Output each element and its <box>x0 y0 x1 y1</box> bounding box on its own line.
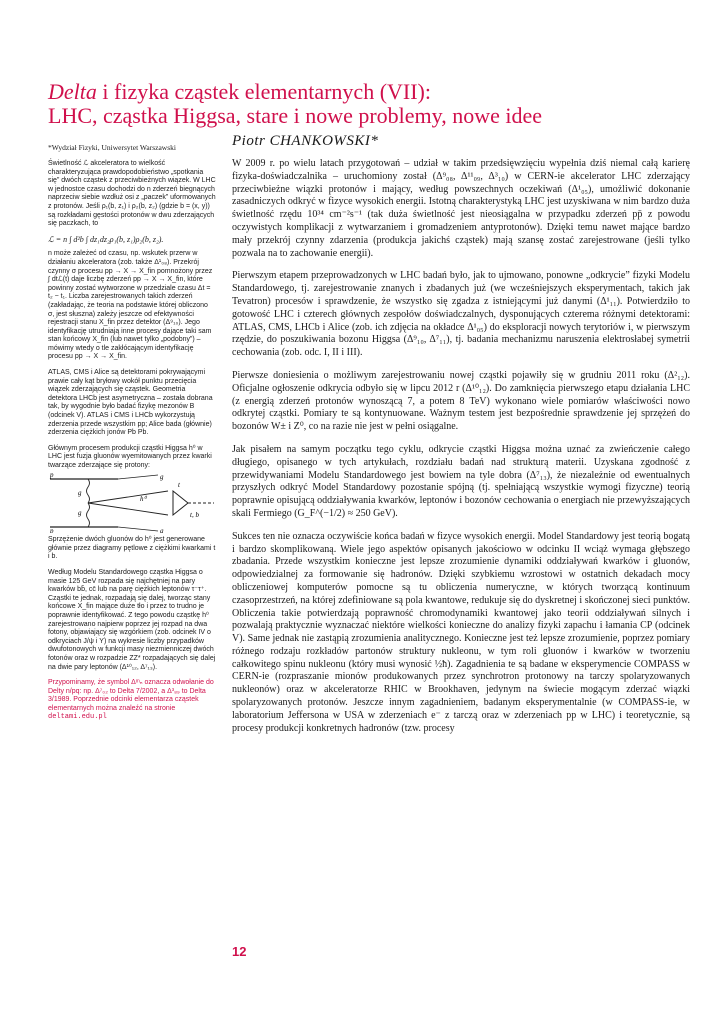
gluon-bottom <box>87 503 90 527</box>
sidebar-paragraph: Głównym procesem produkcji cząstki Higgsa h⁰ w LHC jest fuzja gluonów wyemitowanych przez kwarki twarzące zderzające się protony: <box>48 444 212 469</box>
sidebar-paragraph: Według Modelu Standardowego cząstka Higgsa o masie 125 GeV rozpada się najchętniej na pary kwarków bb̄, cc̄ lub na parę ciężkich leptonów τ⁻τ⁺. Cząstki te jednak, rozpadają się dalej, tworząc stany końcowe X_fin mające duże tło i przez to trudno je poprawnie identyfikować. Z tego powodu cząstkę h⁰ zarejestrowano najpierw poprzez jej rozpad na dwa fotony, objawiający się wzgórkiem (zob. odcinek IV o odkryciach J/ψ i Υ) na wykresie liczby przypadków dwufotonowych w funkcji masy niezmienniczej dwóch fotonów oraz w rozpadzie ZZ* rozpadających się dalej na dwie pary leptonów (Δ¹⁰₁₂, Δ⁷₁₃). <box>48 568 216 671</box>
sidebar-paragraph: Świetlność ℒ akceleratora to wielkość charakteryzująca prawdopodobieństwo „spotkania się” dwóch cząstek z przeciwbieżnych wiązek. W LHC w jednostce czasu dochodzi do n zderzeń biegnących naprzeciw siebie wzdłuż osi z „paczek” uformowanych z protonów. Jeśli ρ₁(b, z₁) i ρ₂(b, z₂) (gdzie b = (x, y)) są rozkładami gęstości protonów w dwu zderzających się paczkach, to <box>48 160 216 228</box>
title-delta: Delta <box>48 79 97 104</box>
sidebar-paragraph: n może zależeć od czasu, np. wskutek przerw w działaniu akceleratora (zob. także Δ¹₀₈). Przekrój czynny σ procesu pp → X → X_fin pomnożony przez ∫ dtℒ(t) daje liczbę zderzeń pp → X → X_fin, które powinny zostać wytworzone w przedziale czasu Δt = t₂ − t₁. Liczba zarejestrowanych takich zderzeń (zakładając, że teoria na podstawie której obliczono σ, jest słuszna) zależy jeszcze od efektywności rejestracji stanu X_fin przez detektor (Δ⁹₁₀). Jego identyfikację utrudniają inne procesy dające taki sam stan końcowy X_fin (lub nawet tylko „podobny”) – mówimy wtedy o tle zakłócającym identyfikację procesu pp → X → X_fin. <box>48 250 213 361</box>
gluon-top <box>87 479 90 503</box>
title-line-1 <box>48 80 688 104</box>
sidebar-column <box>48 160 216 729</box>
label-p-top: p <box>50 472 54 479</box>
sidebar-paragraph: Sprzężenie dwóch gluonów do h⁰ jest generowane głównie przez diagramy pętlowe z ciężkimi kwarkami t i b. <box>48 536 216 561</box>
spectator-lines <box>118 475 158 531</box>
author-name: Piotr CHANKOWSKI* <box>232 133 379 149</box>
main-paragraph: Jak pisałem na samym początku tego cyklu, odkrycie cząstki Higgsa można uznać za zwieńczenie całego długiego, opisanego w tych artykułach, rozdziału badań nad strukturą materii. Uzyskana zgodność z przewidywaniami Modelu Standardowego jest bowiem na tyle dobra (Δ⁷₁₃), że niezależnie od ewentualnych przyszłych odkryć Model Standardowy pozostanie spójną (tj. spełniającą wszystkie wymogi fizyczne) teorią poprawnie opisującą oddziaływania kwarków, leptonów i bozonów cechowania o energiach nie przewyższających skali Fermiego (G_F^(−1/2) ≈ 250 GeV). <box>232 443 690 519</box>
label-h0: h⁰ <box>140 494 147 503</box>
luminosity-formula: ℒ = n ∫ d²b ∫ dz₁dz₂ρ₁(b, z₁)ρ₂(b, z₂). <box>48 234 164 244</box>
title-line-2: LHC, cząstka Higgsa, stare i nowe problemy, nowe idee <box>48 103 543 128</box>
label-p-bottom: p <box>50 526 54 533</box>
main-column <box>232 158 690 735</box>
main-paragraph: Pierwsze doniesienia o możliwym zarejestrowaniu nowej cząstki pojawiły się w grudniu 2011 roku (Δ²₁₂). Oficjalne ogłoszenie odkrycia odbyło się w lipcu 2012 r (Δ¹⁰₁₂). Do zamknięcia pierwszego etapu działania LHC (z energią zderzeń protonów wynoszącą 7, a potem 8 TeV) wykonano wiele pomiarów właściwości nowo odkrytej cząstki. Pomiary te są kontynuowane. Ważnym testem jest bezpośrednie sprawdzenie jej sprzężeń do bozonów W± i Z⁰, co na razie nie jest w pełni osiągalne. <box>232 369 690 433</box>
sidebar-paragraph: ATLAS, CMS i Alice są detektorami pokrywającymi prawie cały kąt bryłowy wokół punktu przecięcia wiązek zderzających się cząstek. Geometria detektora LHCb jest asymetryczna – została dobrana tak, by wygodnie było badać fizykę mezonów B (odcinek V). ATLAS i CMS i LHCb wykorzystują zderzenia przede wszystkim pp; Alice bada (głównie) zderzenia ciężkich jonów Pb Pb. <box>48 369 213 437</box>
main-paragraph: Pierwszym etapem przeprowadzonych w LHC badań było, jak to ujmowano, ponowne „odkrycie” fizyki Modelu Standardowego, tj. zarejestrowanie znanych i zbadanych już (we wcześniejszych eksperymentach, takich jak Tevatron) procesów i sprawdzenie, że wszystko się zgadza z istniejącymi już danymi (Δ¹₁₁). Potwierdziło to gotowość LHC i czterech głównych zespołów doświadczalnych, dysponujących czterema różnymi detektorami: ATLAS, CMS, LHCb i Alice (zob. ich zdjęcia na okładce Δ¹₀₅) do eksploracji nowych terytoriów i, w pierwszym rzędzie, do poszukiwania bozonu Higgsa (Δ⁹₁₀, Δ⁷₁₁), tj. badania mechanizmu naruszenia elektrosłabej symetrii cechowania (zob. odc. I, II i III). <box>232 270 690 359</box>
feynman-diagram <box>48 473 216 533</box>
deltami-link[interactable]: deltami.edu.pl <box>48 713 107 722</box>
page-number: 12 <box>232 944 247 959</box>
main-paragraph: Sukces ten nie oznacza oczywiście końca badań w fizyce wysokich energii. Model Standardowy jest teorią bogatą i bardzo skomplikowaną. Wiele jego aspektów opisanych jakościowo w odcinku II wciąż wymaga głębszego zbadania. Przede wszystkim konieczne jest lepsze zrozumienie dynamiki oddziaływań kwarków i gluonów, odpowiedzialnej za formowanie się hadronów. Dzięki szybkiemu wzrostowi w ostatnich dekadach mocy obliczeniowej komputerów pomocne są tu obliczenia numeryczne, w których tworzącą kontinuum czasoprzestrzeń, na której zdefiniowane są pola kwantowe, redukuje się do dyskretnej i skończonej sieci punktów. Obliczenia takie potwierdzają poprawność chromodynamiki kwantowej jako teorii oddziaływań silnych i pozwalają praktycznie wyznaczać niektóre wielkości konieczne do analizy fizyki zapachu i łamania CP (odcinek V). Same jednak nie zastąpią zrozumienia analitycznego. Konieczne jest też lepsze zrozumienie, poprzez pomiary różnego rodzaju rozkładów partonów struktury nukleonu, w tym roli gluonów i kwarków w tworzeniu całkowitego spinu nukleonu (który musi wynosić ½ħ). Zagadnienia te są badane w eksperymencie COMPASS w CERN-ie (rozpraszanie mionów produkowanych przez synchrotron protonowy na tarczy spolaryzowanych nukleonów) oraz w akceleratorze RHIC w Brookhaven, jedynym na świecie mogącym zderzać wiązki spolaryzowanych protonów. Jeszcze innym zagadnieniem, badanym eksperymentalnie (w COMPASS-ie, w laboratorium Jeffersona w USA w zderzeniach e⁻ z tarczą oraz w zderzeniach pp w LHC) i teoretycznie, są procesy produkcji konkretnych hadronów (tzw. procesy <box>232 530 690 734</box>
label-g-top: g <box>160 472 164 481</box>
quark-loop-lines <box>88 491 168 515</box>
series-note <box>48 679 216 722</box>
series-note-text: Przypominamy, że symbol Δᵐₙ oznacza odwołanie do Delty n/pq: np. Δ⁷₀₂ to Delta 7/2002, a Δ³₈₉ to Delta 3/1989. Poprzednie odcinki elementarza cząstek elementarnych można znaleźć na stronie <box>48 679 214 712</box>
label-g-left-top: g <box>78 488 82 497</box>
label-t-top: t <box>178 480 180 489</box>
author-affiliation: *Wydział Fizyki, Uniwersytet Warszawski <box>48 143 176 152</box>
title-line-1-rest: i fizyka cząstek elementarnych (VII): <box>96 79 431 104</box>
article-title <box>48 80 688 128</box>
label-g-bottom: g <box>160 526 164 533</box>
main-paragraph: W 2009 r. po wielu latach przygotowań – udział w takim przedsięwzięciu wypełnia dziś niemal całą karierę fizyka-doświadczalnika – uruchomiony został (Δ⁹₀₈, Δ¹¹₀₉, Δ³₁₀) w CERN-ie akcelerator LHC zderzający przeciwbieżne wiązki protonów i mający, według powszechnych oczekiwań (Δ¹₀₅), umożliwić dokonanie zasadniczych odkryć w fizyce wysokich energii. Istotną charakterystyką LHC jest uzyskiwana w nim bardzo duża świetlność rzędu 10³⁴ cm⁻²s⁻¹ (tak duża świetlność jest nieosiągalna w przypadku zderzeń pp̄ z powodu oczywistych komplikacji z wytwarzaniem i gromadzeniem antyprotonów). Dzięki temu nawet mające bardzo mały przekrój czynny zdarzenia (produkcja jakichś cząstek) mają szansę zostać zarejestrowane (jeśli tylko pozwala na to zachowanie energii). <box>232 158 690 259</box>
label-g-left-bottom: g <box>78 508 82 517</box>
heavy-quark-loop <box>173 491 188 515</box>
label-tb: t, b <box>190 510 199 519</box>
